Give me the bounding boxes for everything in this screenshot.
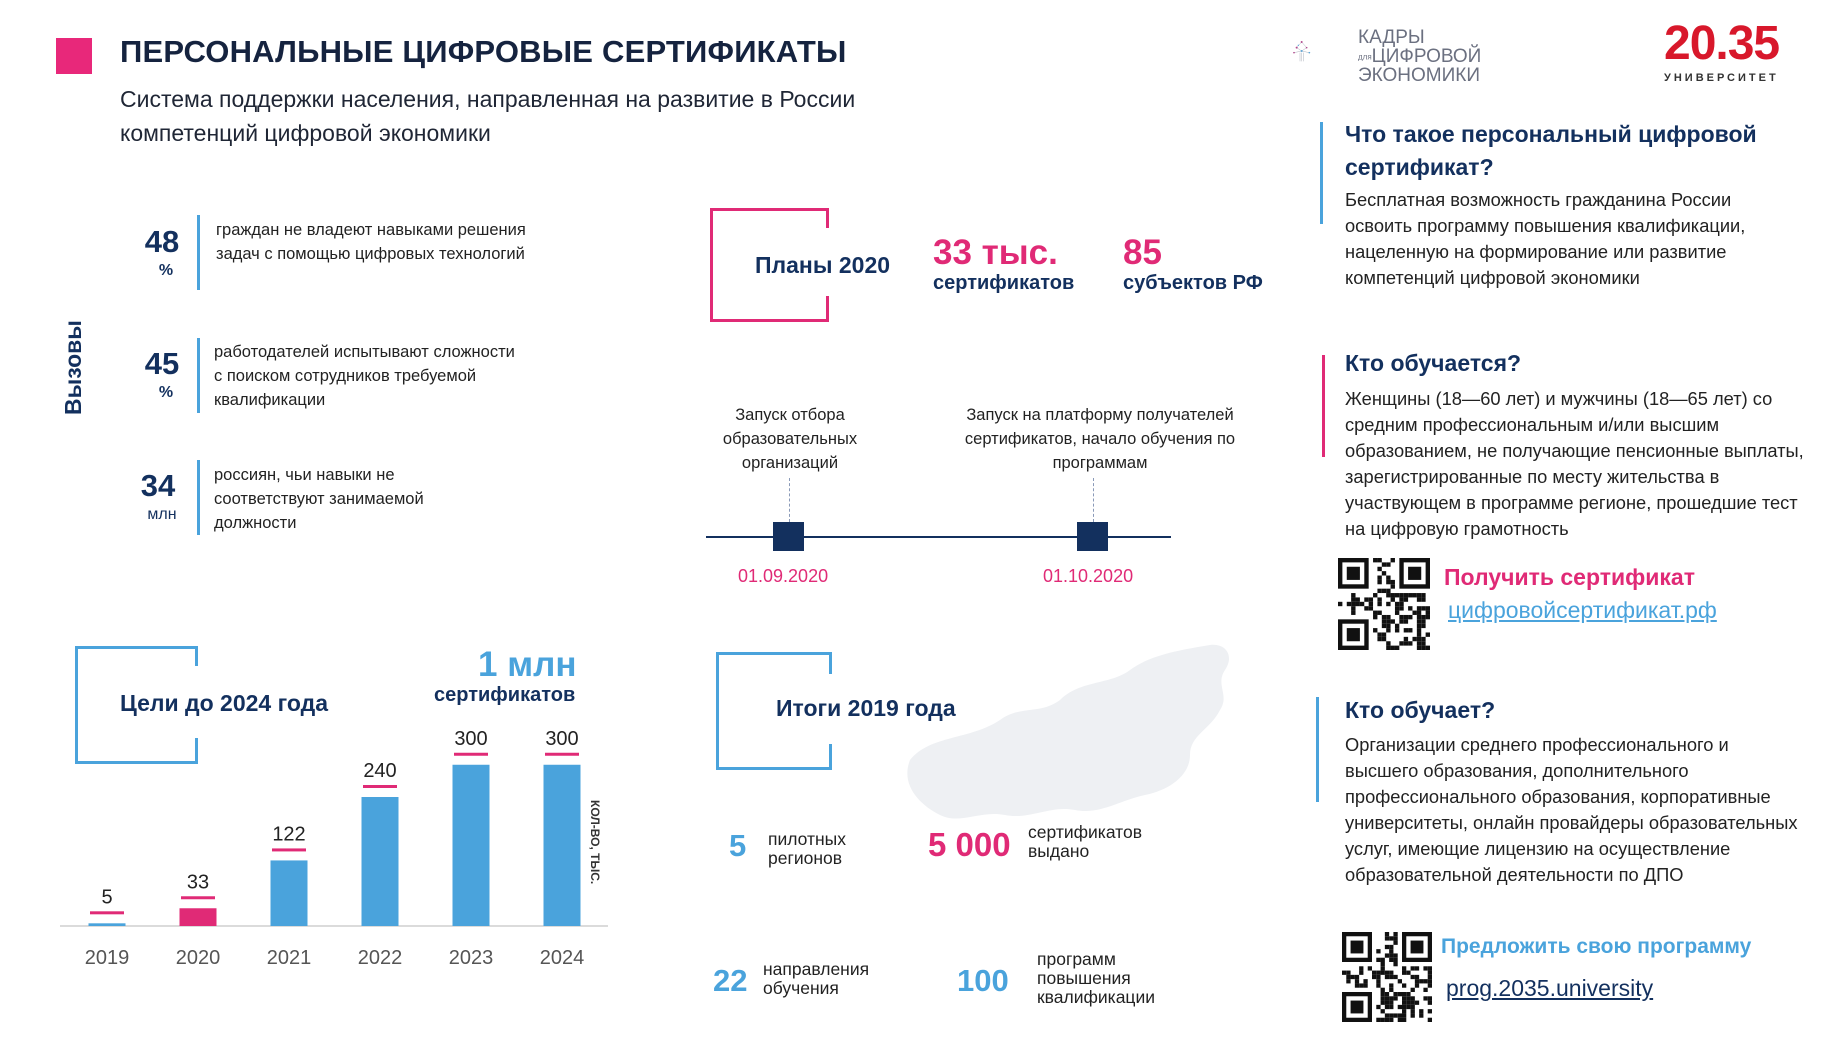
results-box-corner xyxy=(829,652,832,674)
chart-bar xyxy=(271,860,308,926)
chart-bar xyxy=(180,908,217,926)
chart-bar xyxy=(89,923,126,926)
results-value: 5 xyxy=(729,828,747,863)
goals-big-label: сертификатов xyxy=(434,684,576,706)
offer-program-link[interactable]: prog.2035.university xyxy=(1446,975,1654,1001)
results-text: направления обучения xyxy=(763,959,870,998)
chart-value-label: 300 xyxy=(545,727,579,750)
chart-value-label: 5 xyxy=(101,886,113,909)
results-text: пилотных регионов xyxy=(768,829,847,868)
university-logo-number: 20.35 xyxy=(1664,17,1780,70)
info-divider xyxy=(1316,697,1319,802)
plans-label: Планы 2020 xyxy=(755,252,891,278)
chart-value-label: 122 xyxy=(272,823,306,846)
qr-code-icon[interactable] xyxy=(1338,558,1430,650)
chart-bar xyxy=(544,765,581,926)
results-value: 5 000 xyxy=(928,826,1011,863)
chart-bar-marker xyxy=(545,753,579,756)
timeline-date: 01.09.2020 xyxy=(738,566,829,586)
results-text: программ повышения квалификации xyxy=(1037,949,1155,1007)
get-certificate-link[interactable]: цифровойсертификат.рф xyxy=(1448,597,1717,623)
who-learns-text: Женщины (18—60 лет) и мужчины (18—65 лет) со средним профессиональным и/или высшим образованием, не получающие пенсионные выплаты, зарегистрированные по месту жительства в участвующем в программе регионе, прошедшие тест на цифровую грамотность xyxy=(1345,388,1804,539)
chart-bar-marker xyxy=(90,911,124,914)
goals-box-corner xyxy=(195,646,198,666)
who-learns-title: Кто обучается? xyxy=(1345,350,1522,376)
chart-bar xyxy=(453,765,490,926)
header-accent-square xyxy=(56,38,92,74)
page-title: ПЕРСОНАЛЬНЫЕ ЦИФРОВЫЕ СЕРТИФИКАТЫ xyxy=(120,34,847,69)
offer-program-title: Предложить свою программу xyxy=(1441,935,1752,958)
chart-bar-marker xyxy=(363,785,397,788)
what-is-text: Бесплатная возможность гражданина России освоить программу повышения квалификации, нацеленную на формирование или развитие компетенций цифровой экономики xyxy=(1345,189,1746,288)
get-certificate-title: Получить сертификат xyxy=(1444,564,1695,590)
timeline-connector xyxy=(789,478,790,522)
challenge-value: 48 xyxy=(144,224,180,259)
results-value: 22 xyxy=(713,963,748,998)
plans-regions-value: 85 xyxy=(1123,233,1162,272)
challenge-value: 34 xyxy=(140,468,176,503)
timeline-date: 01.10.2020 xyxy=(1043,566,1134,586)
chart-bar-marker xyxy=(454,753,488,756)
results-label: Итоги 2019 года xyxy=(776,695,956,721)
challenge-divider xyxy=(197,215,200,290)
challenge-unit: % xyxy=(158,262,174,279)
challenge-divider xyxy=(197,460,200,535)
goals-label: Цели до 2024 года xyxy=(120,690,329,716)
challenge-divider xyxy=(197,338,200,413)
chart-value-label: 240 xyxy=(363,760,397,782)
results-box-corner xyxy=(829,744,832,767)
chart-value-label: 300 xyxy=(454,727,488,750)
timeline-connector xyxy=(1093,478,1094,522)
timeline-event-text: Запуск на платформу получателей сертификатов, начало обучения по программам xyxy=(964,406,1236,472)
chart-value-label: 33 xyxy=(186,871,210,894)
who-teaches-title: Кто обучает? xyxy=(1345,697,1496,723)
chart-bar-marker xyxy=(272,848,306,851)
chart-category-label: 2019 xyxy=(84,947,130,969)
timeline-marker xyxy=(773,522,804,551)
timeline-marker xyxy=(1077,522,1108,551)
plans-certs-value: 33 тыс. xyxy=(933,233,1058,272)
who-teaches-text: Организации среднего профессионального и высшего образования, дополнительного профессионального образования, корпоративные университеты, онлайн провайдеры образовательных услуг, имеющие лицензию на осуществление образовательной деятельности по ДПО xyxy=(1345,734,1798,885)
qr-code-icon[interactable] xyxy=(1341,932,1433,1022)
chart-category-label: 2023 xyxy=(448,947,494,969)
challenge-text: граждан не владеют навыками решения задач с помощью цифровых технологий xyxy=(216,221,526,263)
chart-category-label: 2020 xyxy=(175,947,221,969)
chart-category-label: 2021 xyxy=(266,947,312,969)
plans-box-corner xyxy=(826,208,829,228)
plans-certs-label: сертификатов xyxy=(933,272,1075,294)
chart-category-label: 2022 xyxy=(357,947,403,969)
kadry-logo-icon xyxy=(1290,16,1360,86)
challenge-unit: млн xyxy=(147,506,177,523)
what-is-title: Что такое персональный цифровой сертификат? xyxy=(1345,121,1757,180)
results-text: сертификатов выдано xyxy=(1028,822,1143,861)
challenge-text: россиян, чьи навыки не соответствуют занимаемой должности xyxy=(214,466,424,532)
page-subtitle: Система поддержки населения, направленная на развитие в России компетенций цифровой экономики xyxy=(120,86,856,146)
timeline-event-text: Запуск отбора образовательных организаций xyxy=(722,406,858,472)
challenge-text: работодателей испытывают сложности с поиском сотрудников требуемой квалификации xyxy=(214,343,515,409)
results-value: 100 xyxy=(957,963,1009,998)
info-divider xyxy=(1320,122,1323,224)
chart-axis-label: КОЛ-ВО, ТЫС. xyxy=(588,800,602,885)
challenge-unit: % xyxy=(158,384,174,401)
info-divider xyxy=(1322,355,1325,457)
challenges-label: Вызовы xyxy=(60,320,86,415)
plans-box-corner xyxy=(826,296,829,319)
kadry-logo-text: КАДРЫ дляЦИФРОВОЙ ЭКОНОМИКИ xyxy=(1358,27,1482,87)
chart-bar-marker xyxy=(181,896,215,899)
chart-category-label: 2024 xyxy=(539,947,585,969)
challenge-value: 45 xyxy=(144,346,180,381)
chart-bar xyxy=(362,797,399,926)
goals-bar-chart xyxy=(60,720,620,980)
chart-svg xyxy=(60,720,620,980)
plans-regions-label: субъектов РФ xyxy=(1123,272,1263,294)
goals-big-value: 1 млн xyxy=(478,645,577,684)
university-logo-label: УНИВЕРСИТЕТ xyxy=(1664,72,1779,84)
